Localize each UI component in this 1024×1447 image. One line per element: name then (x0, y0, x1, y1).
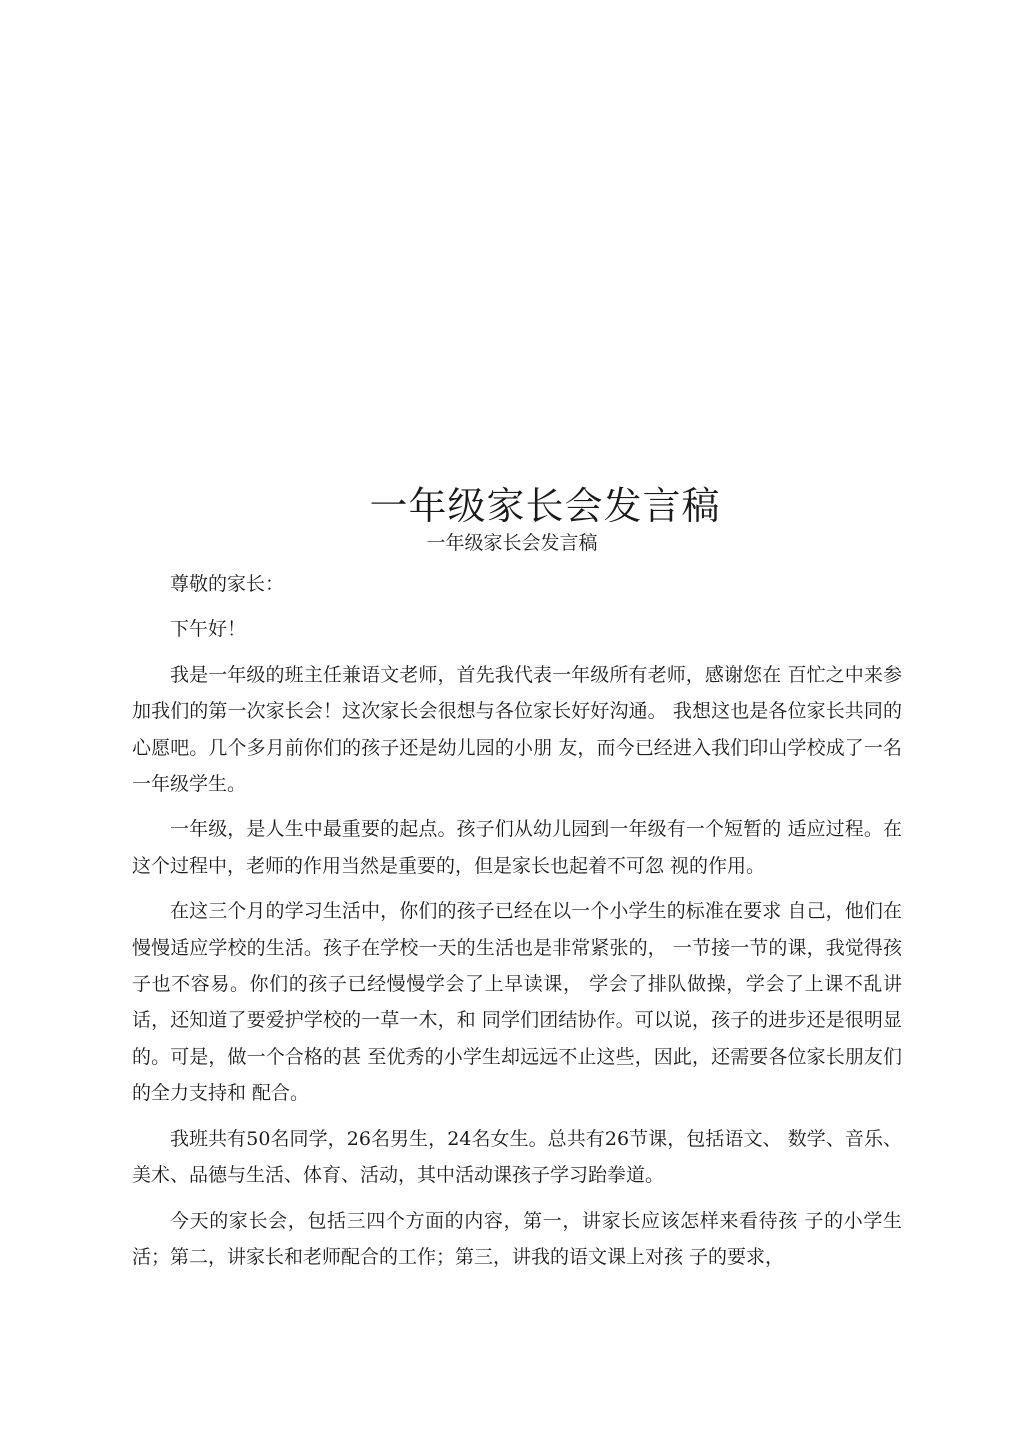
greeting-salutation: 尊敬的家长： (170, 573, 285, 595)
paragraph-three-months: 在这三个月的学习生活中，你们的孩子已经在以一个小学生的标准在要求 自己，他们在慢慢适应学校的生活。孩子在学校一天的生活也是非常紧张的， 一节接一节的课，我觉得孩子也不容易。你们的孩子已经慢慢学会了上早读课， 学会了排队做操，学会了上课不乱讲话，还知道了要爱护学校的一草一木，和 同学们团结协作。可以说，孩子的进步还是很明显的。可是，做一个合格的甚 至优秀的小学生却远远不止这些，因此，还需要各位家长朋友们的全力支持和 配合。 (132, 900, 902, 1105)
paragraph-agenda: 今天的家长会，包括三四个方面的内容，第一，讲家长应该怎样来看待孩 子的小学生活；第二，讲家长和老师配合的工作；第三，讲我的语文课上对孩 子的要求， (132, 1209, 902, 1268)
paragraph-introduction: 我是一年级的班主任兼语文老师，首先我代表一年级所有老师，感谢您在 百忙之中来参加我们的第一次家长会！这次家长会很想与各位家长好好沟通。 我想这也是各位家长共同的心愿吧。几个多月前你们的孩子还是幼儿园的小朋 友，而今已经进入我们印山学校成了一名一年级学生。 (132, 663, 902, 796)
document-title: 一年级家长会发言稿 (369, 484, 721, 528)
document-body (132, 566, 902, 1284)
paragraph-class-stats: 我班共有50名同学，26名男生，24名女生。总共有26节课，包括语文、 数学、音乐、美术、品德与生活、体育、活动，其中活动课孩子学习跆拳道。 (132, 1127, 902, 1187)
greeting-afternoon: 下午好！ (170, 618, 247, 641)
paragraph-first-grade: 一年级，是人生中最重要的起点。孩子们从幼儿园到一年级有一个短暂的 适应过程。在这个过程中，老师的作用当然是重要的，但是家长也起着不可忽 视的作用。 (132, 818, 902, 877)
document-subtitle: 一年级家长会发言稿 (426, 532, 598, 554)
